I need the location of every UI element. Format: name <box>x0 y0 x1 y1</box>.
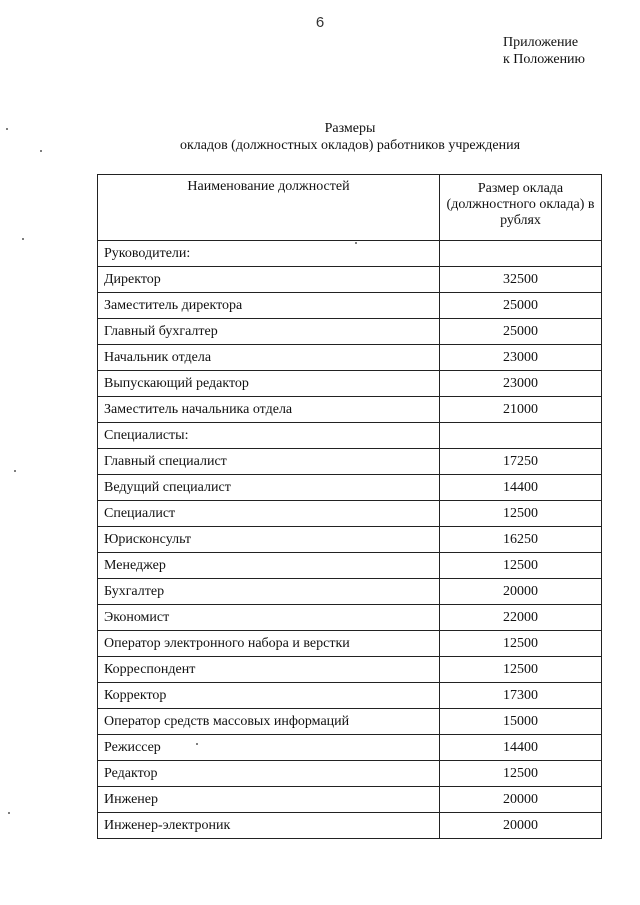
position-name: Экономист <box>98 605 440 631</box>
position-name: Выпускающий редактор <box>98 371 440 397</box>
salary-amount: 14400 <box>440 475 602 501</box>
scan-speck <box>196 743 198 745</box>
scan-speck <box>14 470 16 472</box>
table-row <box>98 735 602 761</box>
table-row <box>98 527 602 553</box>
salary-table <box>97 174 602 839</box>
salary-amount: 20000 <box>440 579 602 605</box>
salary-amount: 20000 <box>440 787 602 813</box>
salary-amount: 14400 <box>440 735 602 761</box>
salary-amount: 23000 <box>440 371 602 397</box>
position-name: Юрисконсульт <box>98 527 440 553</box>
title-line-2: окладов (должностных окладов) работников учреждения <box>179 138 521 153</box>
scan-speck <box>355 242 357 244</box>
position-name: Специалисты: <box>98 423 440 449</box>
table-row <box>98 319 602 345</box>
table-row <box>98 267 602 293</box>
salary-amount: 17250 <box>440 449 602 475</box>
table-row <box>98 553 602 579</box>
position-name: Оператор средств массовых информаций <box>98 709 440 735</box>
position-name: Главный специалист <box>98 449 440 475</box>
salary-amount <box>440 241 602 267</box>
position-name: Специалист <box>98 501 440 527</box>
salary-amount: 17300 <box>440 683 602 709</box>
salary-amount: 22000 <box>440 605 602 631</box>
salary-amount: 12500 <box>440 501 602 527</box>
salary-amount: 12500 <box>440 657 602 683</box>
salary-amount: 12500 <box>440 553 602 579</box>
scan-speck <box>6 128 8 130</box>
table-row <box>98 631 602 657</box>
salary-amount: 25000 <box>440 293 602 319</box>
table-row <box>98 605 602 631</box>
table-body <box>98 241 602 839</box>
table-row <box>98 241 602 267</box>
table-row <box>98 683 602 709</box>
table-header-row <box>98 175 602 241</box>
salary-amount: 23000 <box>440 345 602 371</box>
table-row <box>98 657 602 683</box>
position-name: Начальник отдела <box>98 345 440 371</box>
salary-amount: 16250 <box>440 527 602 553</box>
appendix-line-2: к Положению <box>503 52 586 67</box>
position-name: Менеджер <box>98 553 440 579</box>
scan-speck <box>22 238 24 240</box>
page-number: 6 <box>315 14 325 31</box>
position-name: Заместитель директора <box>98 293 440 319</box>
salary-amount: 32500 <box>440 267 602 293</box>
position-name: Режиссер <box>98 735 440 761</box>
scan-speck <box>40 150 42 152</box>
table-row <box>98 423 602 449</box>
salary-amount: 20000 <box>440 813 602 839</box>
position-name: Оператор электронного набора и верстки <box>98 631 440 657</box>
salary-amount: 15000 <box>440 709 602 735</box>
appendix-line-1: Приложение <box>503 35 579 50</box>
document-title <box>0 120 640 154</box>
position-name: Бухгалтер <box>98 579 440 605</box>
position-name: Главный бухгалтер <box>98 319 440 345</box>
header-position: Наименование должностей <box>98 175 440 241</box>
table-row <box>98 371 602 397</box>
position-name: Директор <box>98 267 440 293</box>
position-name: Редактор <box>98 761 440 787</box>
position-name: Корректор <box>98 683 440 709</box>
title-line-1: Размеры <box>324 121 376 136</box>
salary-amount: 25000 <box>440 319 602 345</box>
salary-amount <box>440 423 602 449</box>
position-name: Инженер-электроник <box>98 813 440 839</box>
table-row <box>98 709 602 735</box>
table-row <box>98 397 602 423</box>
position-name: Заместитель начальника отдела <box>98 397 440 423</box>
position-name: Инженер <box>98 787 440 813</box>
table-row <box>98 579 602 605</box>
table-row <box>98 475 602 501</box>
header-salary: Размер оклада (должностного оклада) в рублях <box>440 175 602 241</box>
salary-amount: 12500 <box>440 761 602 787</box>
scan-speck <box>8 812 10 814</box>
salary-amount: 21000 <box>440 397 602 423</box>
position-name: Корреспондент <box>98 657 440 683</box>
table-row <box>98 345 602 371</box>
position-name: Руководители: <box>98 241 440 267</box>
table-row <box>98 761 602 787</box>
table-row <box>98 293 602 319</box>
table-row <box>98 449 602 475</box>
table-row <box>98 813 602 839</box>
position-name: Ведущий специалист <box>98 475 440 501</box>
table-row <box>98 787 602 813</box>
table-row <box>98 501 602 527</box>
salary-amount: 12500 <box>440 631 602 657</box>
appendix-note <box>503 34 585 68</box>
